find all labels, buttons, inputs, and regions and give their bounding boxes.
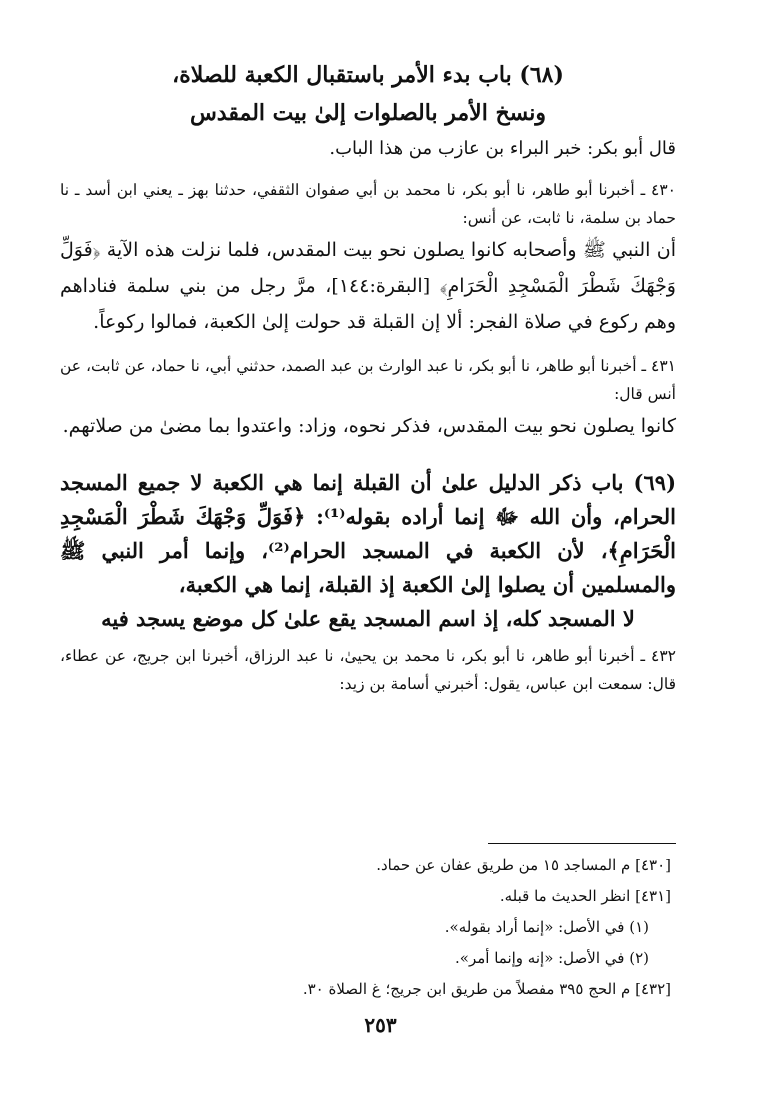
- hadith-431-matn: كانوا يصلون نحو بيت المقدس، فذكر نحوه، وزاد: واعتدوا بما مضىٰ من صلاتهم.: [62, 415, 676, 437]
- page-body: [60, 56, 676, 698]
- chapter-69-title-last: لا المسجد كله، إذ اسم المسجد يقع علىٰ كل موضع يسجد فيه: [101, 606, 635, 631]
- page-number: ٢٥٣: [364, 1013, 397, 1037]
- hadith-430-isnad: ٤٣٠ ـ أخبرنا أبو طاهر، نا أبو بكر، نا محمد بن أبي صفوان الثقفي، حدثنا بهز ـ يعني ابن أسد ـ نا حماد بن سلمة، نا ثابت، عن أنس:: [60, 181, 676, 227]
- footnote-divider: [488, 843, 676, 844]
- footnotes: [60, 850, 671, 1005]
- hadith-430-matn: أن النبي ﷺ وأصحابه كانوا يصلون نحو بيت المقدس، فلما نزلت هذه الآية ﴿فَوَلِّ وَجْهَكَ شَطْرَ الْمَسْجِدِ الْحَرَامِ﴾ [البقرة:١٤٤]، مرَّ رجل من بني سلمة فناداهم وهم ركوع في صلاة الفجر: ألا إن القبلة قد حولت إلىٰ الكعبة، فمالوا ركوعاً.: [60, 239, 676, 333]
- footnote-2: (٢) في الأصل: «إنه وإنما أمر».: [455, 949, 649, 967]
- hadith-432-isnad: ٤٣٢ ـ أخبرنا أبو طاهر، نا أبو بكر، نا محمد بن يحيىٰ، نا عبد الرزاق، أخبرنا ابن جريج، عن عطاء، قال: سمعت ابن عباس، يقول: أخبرني أسامة بن زيد:: [60, 647, 676, 693]
- footnote-432: [٤٣٢] م الحج ٣٩٥ مفصلاً من طريق ابن جريج؛ غ الصلاة ٣٠.: [302, 980, 671, 998]
- footnote-431: [٤٣١] انظر الحديث ما قبله.: [499, 887, 671, 905]
- chapter-68-intro: قال أبو بكر: خبر البراء بن عازب من هذا الباب.: [329, 138, 676, 159]
- chapter-69-title: [60, 466, 676, 636]
- hadith-431-isnad: ٤٣١ ـ أخبرنا أبو طاهر، نا أبو بكر، نا عبد الوارث بن عبد الصمد، حدثني أبي، نا حماد، عن ثابت، عن أنس قال:: [60, 357, 676, 403]
- chapter-68-title-line2: ونسخ الأمر بالصلوات إلىٰ بيت المقدس: [189, 100, 547, 126]
- chapter-69-title-main: (٦٩) باب ذكر الدليل علىٰ أن القبلة إنما هي الكعبة لا جميع المسجد الحرام، وأن الله ﷻ إنما أراده بقوله⁽¹⁾: ﴿فَوَلِّ وَجْهَكَ شَطْرَ الْمَسْجِدِ الْحَرَامِ﴾، لأن الكعبة في المسجد الحرام⁽²⁾، وإنما أمر النبي ﷺ والمسلمين أن يصلوا إلىٰ الكعبة إذ القبلة، إنما هي الكعبة،: [60, 470, 677, 597]
- footnote-1: (١) في الأصل: «إنما أراد بقوله».: [444, 918, 649, 936]
- chapter-68-title-line1: (٦٨) باب بدء الأمر باستقبال الكعبة للصلاة،: [172, 62, 564, 88]
- footnote-430: [٤٣٠] م المساجد ١٥ من طريق عفان عن حماد.: [376, 856, 671, 874]
